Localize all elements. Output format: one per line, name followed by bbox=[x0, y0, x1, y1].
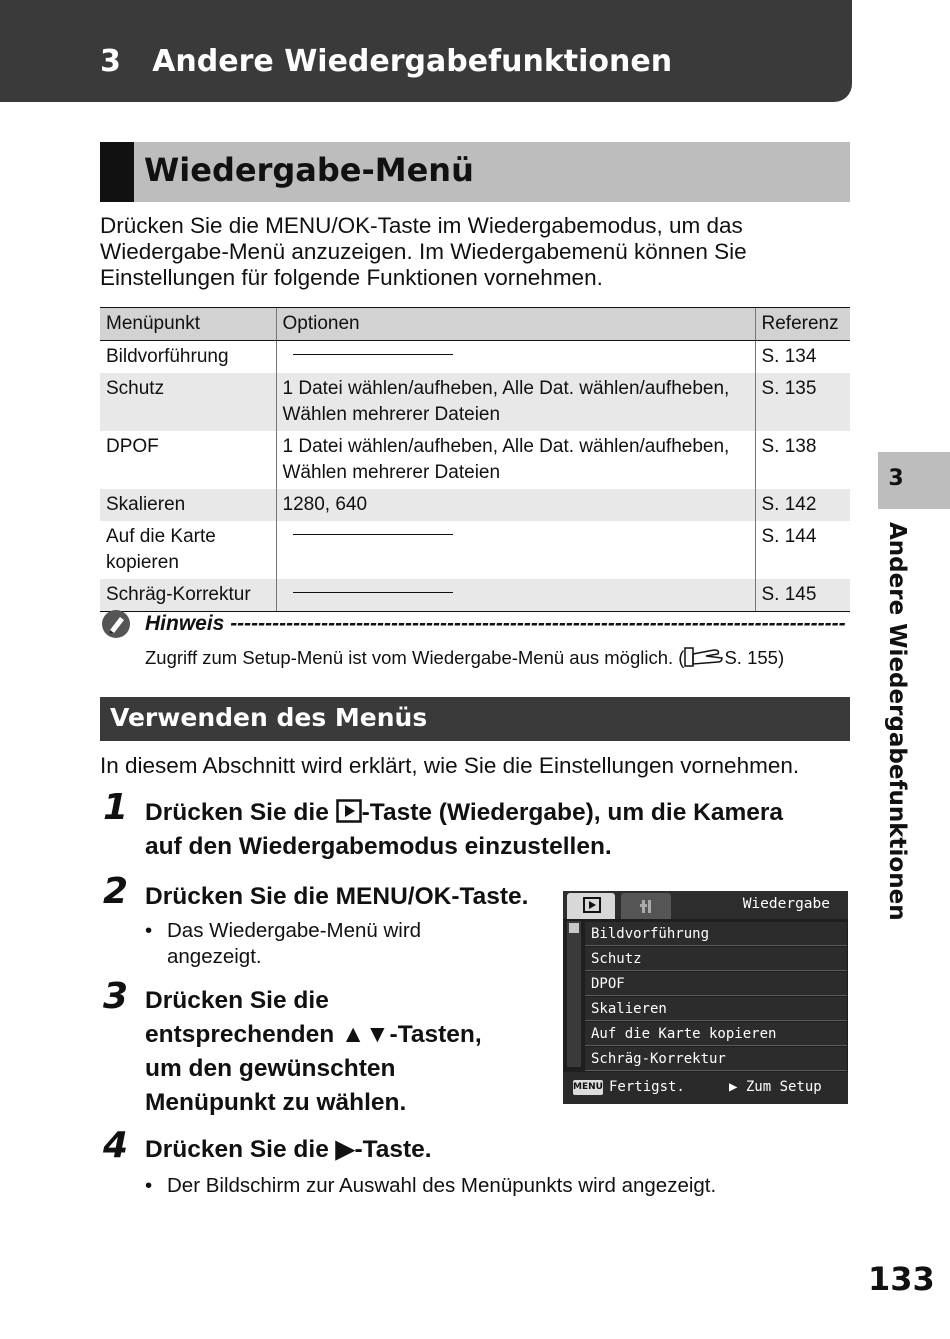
cell-reference: S. 145 bbox=[755, 579, 850, 612]
step-line: um den gewünschten bbox=[145, 1055, 396, 1082]
cell-options: 1280, 640 bbox=[276, 489, 755, 521]
camera-menu-item: Bildvorführung bbox=[585, 922, 847, 946]
footer-finish-label: Fertigst. bbox=[609, 1079, 685, 1095]
step-line: entsprechenden ▲▼-Tasten, bbox=[145, 1021, 482, 1048]
camera-screen bbox=[563, 891, 848, 1104]
options-line: 1 Datei wählen/aufheben, Alle Dat. wählen/aufheben, bbox=[282, 378, 730, 399]
step-line bbox=[145, 796, 855, 830]
bullet-line bbox=[145, 944, 545, 970]
camera-menu-item: Schräg-Korrektur bbox=[585, 1047, 847, 1071]
column-header-menuitem: Menüpunkt bbox=[100, 308, 276, 341]
playback-tab-icon bbox=[567, 893, 615, 919]
camera-menu-item: Skalieren bbox=[585, 997, 847, 1021]
table-row bbox=[100, 431, 850, 489]
side-chapter-label: Andere Wiedergabefunktionen bbox=[884, 522, 910, 921]
chapter-title bbox=[100, 44, 672, 79]
cell-reference: S. 142 bbox=[755, 489, 850, 521]
cell-options bbox=[276, 521, 755, 579]
step-line: auf den Wiedergabemodus einzustellen. bbox=[145, 833, 612, 860]
section-heading-bar bbox=[100, 142, 850, 202]
cell-options bbox=[276, 373, 755, 431]
options-line: Wählen mehrerer Dateien bbox=[282, 462, 501, 483]
chapter-side-tab bbox=[878, 452, 950, 509]
camera-screen-title: Wiedergabe bbox=[742, 896, 830, 912]
note-text-part: Zugriff zum Setup-Menü ist vom Wiedergabe-Menü aus möglich. ( bbox=[145, 647, 685, 668]
footer-setup-label: ▶ Zum Setup bbox=[729, 1079, 822, 1095]
table-row bbox=[100, 341, 850, 374]
menuitem-line: Auf die Karte bbox=[106, 526, 216, 547]
column-header-options: Optionen bbox=[276, 308, 755, 341]
note-text-part: S. 155) bbox=[724, 647, 785, 668]
cell-options bbox=[276, 579, 755, 612]
camera-screen-scrollbar bbox=[567, 921, 581, 1067]
step-text bbox=[145, 796, 855, 864]
note-pencil-icon bbox=[101, 609, 131, 639]
bullet-dot: • bbox=[145, 919, 153, 942]
reference-pointer-icon bbox=[684, 646, 724, 668]
cell-menuitem: Bildvorführung bbox=[106, 346, 229, 367]
page-number: 133 bbox=[868, 1260, 935, 1298]
step-text: Drücken Sie die MENU/OK-Taste. bbox=[145, 883, 529, 910]
intro-line: Drücken Sie die MENU/OK-Taste im Wiedergabemodus, um das bbox=[100, 213, 743, 238]
step-number: 4 bbox=[103, 1125, 129, 1166]
step-line: Menüpunkt zu wählen. bbox=[145, 1089, 407, 1116]
side-tab-number: 3 bbox=[888, 466, 904, 491]
cell-reference: S. 134 bbox=[755, 341, 850, 374]
step-text: Drücken Sie die ▶-Taste. bbox=[145, 1136, 432, 1163]
step-number: 2 bbox=[103, 871, 129, 912]
table-row bbox=[100, 489, 850, 521]
step-number: 3 bbox=[103, 976, 129, 1017]
bullet-text: Das Wiedergabe-Menü wird bbox=[167, 919, 422, 942]
column-header-reference: Referenz bbox=[755, 308, 850, 341]
camera-menu-item: Auf die Karte kopieren bbox=[585, 1022, 847, 1046]
step-line: Drücken Sie die bbox=[145, 987, 329, 1014]
section-title: Wiedergabe-Menü bbox=[144, 151, 474, 189]
subsection-title: Verwenden des Menüs bbox=[110, 703, 428, 732]
intro-line: Wiedergabe-Menü anzuzeigen. Im Wiedergabemenü können Sie bbox=[100, 239, 747, 264]
intro-line: Einstellungen für folgende Funktionen vornehmen. bbox=[100, 265, 603, 290]
cell-menuitem: Skalieren bbox=[106, 494, 186, 515]
no-options-dash bbox=[293, 592, 453, 593]
cell-options bbox=[276, 431, 755, 489]
no-options-dash bbox=[293, 354, 453, 355]
chapter-number: 3 bbox=[100, 44, 121, 79]
camera-menu-item: DPOF bbox=[585, 972, 847, 996]
table-header-row bbox=[100, 308, 850, 341]
cell-menuitem: Schräg-Korrektur bbox=[100, 579, 276, 612]
step-bullet bbox=[145, 918, 545, 970]
subsection-heading-bar bbox=[100, 697, 850, 741]
cell-menuitem bbox=[100, 521, 276, 579]
section-heading-marker bbox=[100, 142, 134, 202]
camera-menu-item: Schutz bbox=[585, 947, 847, 971]
cell-menuitem: Schutz bbox=[106, 378, 165, 399]
cell-options bbox=[276, 341, 755, 374]
setup-tab bbox=[621, 893, 671, 919]
bullet-line bbox=[145, 918, 545, 944]
bullet-text: Der Bildschirm zur Auswahl des Menüpunkts wird angezeigt. bbox=[167, 1174, 717, 1197]
table-row bbox=[100, 521, 850, 579]
table-row bbox=[100, 579, 850, 612]
cell-reference: S. 138 bbox=[755, 431, 850, 489]
chapter-title-text: Andere Wiedergabefunktionen bbox=[152, 44, 673, 79]
camera-screen-tab-bar bbox=[563, 891, 848, 919]
options-line: 1 Datei wählen/aufheben, Alle Dat. wählen/aufheben, bbox=[282, 436, 730, 457]
table-row bbox=[100, 373, 850, 431]
menuitem-line: kopieren bbox=[106, 552, 179, 573]
step-bullet bbox=[145, 1173, 716, 1199]
camera-screen-footer bbox=[563, 1072, 848, 1104]
step-number: 1 bbox=[103, 787, 129, 828]
bullet-text: angezeigt. bbox=[167, 945, 262, 968]
bullet-dot: • bbox=[145, 1174, 153, 1197]
step-line-part: Drücken Sie die bbox=[145, 799, 336, 826]
step-line-part: -Taste (Wiedergabe), um die Kamera bbox=[361, 799, 784, 826]
cell-reference: S. 144 bbox=[755, 521, 850, 579]
note-text bbox=[145, 646, 784, 669]
setup-tab-icon bbox=[621, 893, 671, 919]
playback-button-icon bbox=[336, 799, 362, 823]
cell-reference: S. 135 bbox=[755, 373, 850, 431]
no-options-dash bbox=[293, 534, 453, 535]
cell-menuitem: DPOF bbox=[106, 436, 159, 457]
camera-screen-scroll-thumb bbox=[569, 923, 579, 933]
step-text bbox=[145, 984, 555, 1120]
playback-tab bbox=[567, 893, 615, 919]
menu-table bbox=[100, 307, 850, 612]
subsection-intro: In diesem Abschnitt wird erklärt, wie Sie die Einstellungen vornehmen. bbox=[100, 753, 800, 778]
intro-paragraph bbox=[100, 213, 850, 291]
menu-button-icon: MENU bbox=[573, 1080, 603, 1095]
options-line: Wählen mehrerer Dateien bbox=[282, 404, 501, 425]
note-heading: Hinweis ---------------------------------------------------------------------------------------- bbox=[145, 612, 846, 635]
